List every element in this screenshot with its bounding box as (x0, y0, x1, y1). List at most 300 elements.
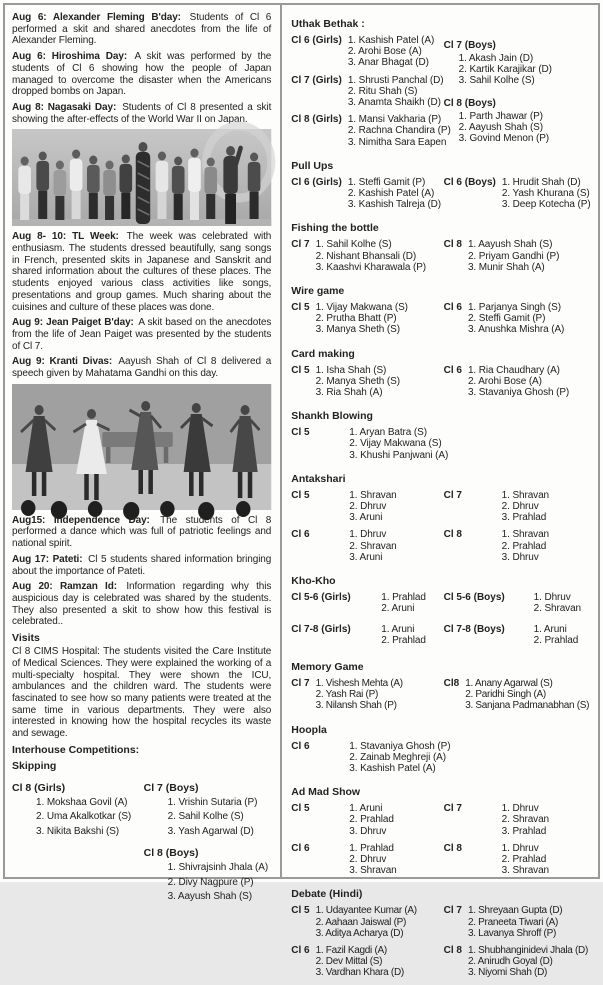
left-column (5, 5, 282, 903)
result-item: 1. Anany Agarwal (S) (465, 677, 553, 689)
result-item: 3. Shravan (501, 865, 549, 877)
event-text: Students of Cl 8 presented a skit showing the after-effects of the World War II on Japan. (12, 101, 272, 125)
result-item: 3. Khushi Panjwani (A) (349, 449, 449, 461)
result-item: 2. Dhruv (349, 501, 387, 513)
class-label: Cl 7-8 (Girls) (291, 623, 351, 635)
result-item: 1. Dhruv (501, 803, 539, 815)
result-items (502, 177, 591, 211)
event-date-lead: Aug 20: Ramzan Id: (12, 581, 117, 593)
result-item: 2. Zainab Meghreji (A) (349, 751, 446, 763)
result-item: 2. Prahlad (501, 540, 547, 552)
students-group-photo (12, 129, 271, 226)
result-item: 3. Dhruv (349, 825, 387, 837)
result-item: 1. Isha Shah (S) (315, 364, 387, 376)
section-heading: Uthak Bethak : (291, 18, 365, 30)
section-columns (291, 239, 592, 279)
result-items (316, 239, 426, 273)
result-item: 3. Anushka Mishra (A) (467, 324, 565, 336)
section-wire-game (291, 285, 592, 342)
result-items (316, 678, 403, 712)
event-date-lead: Aug 8: Nagasaki Day: (12, 101, 117, 113)
result-items (348, 177, 441, 211)
section-pull-ups (291, 160, 592, 217)
result-item: 2. Manya Sheth (S) (315, 375, 400, 387)
results-column (440, 177, 592, 217)
result-group (291, 945, 439, 979)
result-items (36, 796, 140, 840)
section-heading: Debate (Hindi) (291, 888, 363, 901)
result-item: 2. Dev Mittal (S) (315, 956, 383, 968)
event-text: Cl 5 students shared information bringing about the importance of Pateti. (12, 553, 272, 577)
result-item: 3. Deep Kotecha (P) (501, 199, 591, 211)
result-item: 2. Yash Khurana (S) (501, 188, 590, 200)
section-heading: Fishing the bottle (291, 222, 379, 235)
result-group (291, 239, 439, 273)
result-item: 3. Prahlad (501, 825, 547, 837)
result-item: 3. Sahil Kolhe (S) (458, 75, 535, 87)
result-item: 1. Parjanya Singh (S) (467, 302, 561, 314)
result-items (349, 843, 396, 877)
result-item: 2. Anirudh Goyal (D) (467, 956, 553, 968)
class-label: Cl 7-8 (Boys) (443, 623, 505, 635)
class-label: Cl 8 (443, 529, 462, 541)
result-item: 1. Aruni (349, 803, 383, 815)
result-item: 1. Steffi Gamit (P) (347, 176, 426, 188)
result-item: 2. Ritu Shah (S) (347, 85, 418, 97)
result-item: 1. Shravan (349, 489, 397, 501)
interhouse-competitions-heading: Interhouse Competitions: (12, 743, 140, 756)
result-item: 1. Aruni (381, 623, 415, 635)
page-border-frame (3, 3, 600, 979)
result-group (444, 35, 592, 87)
dance-performance-photo (12, 384, 271, 510)
event-text: The students of Cl 8 performed a dance which was full of patriotic feelings and national spirit. (12, 514, 272, 550)
result-items (349, 427, 448, 461)
class-label: Cl 8 (443, 239, 462, 251)
result-items (349, 490, 396, 524)
event-paragraph (12, 515, 271, 550)
result-item: 2. Divy Nagpure (P) (167, 876, 254, 888)
class-label: Cl 5 (291, 489, 310, 501)
skipping-results (12, 778, 271, 909)
result-group (291, 529, 439, 563)
class-label: Cl 6 (291, 740, 310, 752)
result-group (291, 114, 451, 148)
results-column (291, 427, 449, 467)
result-group (291, 678, 439, 712)
result-items (349, 741, 450, 775)
section-columns (291, 365, 592, 405)
result-item: 1. Aruni (533, 623, 567, 635)
result-item: 2. Paridhi Singh (A) (465, 689, 546, 701)
result-item: 3. Nilansh Shah (P) (315, 700, 397, 712)
result-item: 2. Shravan (501, 814, 549, 826)
result-item: 3. Sanjana Padmanabhan (S) (465, 700, 590, 712)
result-group (291, 624, 439, 646)
section-memory-game (291, 661, 592, 718)
class-label: Cl 6 (443, 302, 462, 314)
result-item: 2. Prahlad (381, 634, 426, 646)
event-text: A skit was performed by the students of Cl 6 showing how the people of Japan managed to overcome the disaster when the Americans dropped bombs on Japan. (12, 51, 272, 98)
class-label: Cl 5 (291, 905, 310, 917)
result-item: 1. Parth Jhawar (P) (458, 110, 543, 122)
results-column (291, 35, 451, 154)
class-label: Cl 5 (291, 427, 310, 439)
class-label: Cl 8 (443, 842, 462, 854)
result-item: 2. Uma Akalkotkar (S) (36, 811, 132, 823)
result-items (468, 365, 569, 399)
class-label: Cl 7 (443, 803, 462, 815)
result-item: 3. Munir Shah (A) (467, 261, 545, 273)
result-group (291, 490, 439, 524)
result-item: 1. Dhruv (349, 529, 387, 541)
class-label: Cl 5 (291, 302, 310, 314)
result-group (144, 778, 272, 840)
result-item: 1. Prahlad (381, 592, 426, 604)
result-group (144, 843, 272, 905)
right-column (282, 5, 598, 979)
result-item: 3. Aditya Acharya (D) (315, 927, 404, 939)
result-items (381, 624, 426, 646)
results-column (440, 35, 592, 154)
result-item: 3. Shravan (349, 865, 397, 877)
section-skipping (12, 760, 271, 909)
result-item: 1. Shivrajsinh Jhala (A) (167, 862, 269, 874)
results-column (440, 678, 592, 718)
results-column (291, 176, 442, 217)
class-label: Cl 7 (291, 239, 310, 251)
section-uthak-bethak (291, 18, 592, 154)
event-text: Aayush Shah of Cl 8 delivered a speech given by Mahatama Gandhi on this day. (12, 356, 272, 380)
result-item: 3. Dhruv (501, 551, 539, 563)
result-item: 2. Prahlad (533, 634, 579, 646)
event-paragraph (12, 102, 271, 125)
results-column (291, 803, 439, 882)
result-item: 1. Shravan (501, 529, 549, 541)
results-column (440, 905, 592, 984)
result-group (291, 843, 439, 877)
result-item: 1. Shubhanginidevi Jhala (D) (467, 944, 588, 956)
section-heading: Hoopla (291, 723, 327, 736)
result-item: 3. Aayush Shah (S) (167, 891, 252, 903)
results-column (440, 592, 592, 655)
section-columns (291, 177, 592, 217)
results-column (440, 803, 592, 882)
class-label: Cl 8 (Boys) (143, 847, 199, 860)
class-label: Cl 8 (443, 944, 462, 956)
section-columns (291, 803, 592, 882)
result-item: 3. Stavaniya Ghosh (P) (467, 387, 570, 399)
section-hoopla (291, 724, 592, 781)
result-item: 1. Prahlad (349, 842, 394, 854)
section-heading: Pull Ups (291, 159, 334, 172)
visits-heading: Visits (12, 632, 40, 645)
result-group (444, 302, 592, 336)
section-ad-mad-show (291, 786, 592, 882)
event-text: The week was celebrated with enthusiasm. The students dressed beautifully, sang songs in French, presented skits in Japanese and Sanskrit and shared information about the cultures of these places. The students enjoyed various class activities like songs, presentations and group games. Much sharing about the cuisines and culture of these places was done. (12, 231, 272, 313)
event-paragraph (12, 356, 271, 379)
section-heading: Antakshari (291, 472, 346, 485)
result-group (12, 778, 140, 840)
visits-paragraph (12, 646, 271, 740)
result-items (168, 861, 272, 905)
section-card-making (291, 348, 592, 405)
result-group (291, 74, 444, 109)
results-column (291, 239, 439, 279)
result-group (444, 678, 592, 712)
section-heading: Memory Game (291, 660, 364, 673)
results-column (12, 778, 140, 909)
result-group (444, 803, 592, 837)
result-items (348, 75, 444, 109)
result-item: 1. Stavaniya Ghosh (P) (349, 740, 451, 752)
result-group (444, 239, 592, 273)
class-label: Cl 6 (Girls) (291, 35, 342, 46)
result-item: 1. Fazil Kagdi (A) (315, 944, 387, 956)
result-items (534, 624, 579, 646)
result-items (459, 53, 592, 87)
result-item: 2. Priyam Gandhi (P) (467, 250, 560, 262)
result-group (444, 529, 592, 563)
result-items (316, 945, 404, 979)
event-date-lead: Aug 9: Jean Paiget B'day: (12, 317, 134, 329)
results-column (291, 302, 439, 342)
result-item: 3. Prahlad (501, 512, 547, 524)
event-date-lead: Aug 17: Pateti: (12, 553, 83, 565)
results-column (291, 678, 439, 718)
event-date-lead: Aug 6: Hiroshima Day: (12, 51, 128, 63)
section-columns (291, 427, 592, 467)
result-item: 1. Vijay Makwana (S) (315, 302, 408, 314)
result-group (444, 93, 592, 145)
result-group (291, 905, 439, 939)
result-items (534, 592, 581, 614)
result-items (459, 111, 592, 145)
class-label: Cl 8 (Girls) (291, 114, 342, 126)
class-label: Cl 7 (443, 905, 462, 917)
class-label: Cl 8 (Girls) (12, 781, 66, 794)
section-columns (291, 741, 592, 781)
result-items (468, 302, 564, 336)
section-heading: Skipping (12, 759, 57, 772)
section-kho-kho (291, 575, 592, 655)
section-antakshari (291, 473, 592, 569)
result-item: 1. Shravan (501, 489, 549, 501)
class-label: Cl 5-6 (Boys) (443, 592, 505, 604)
result-group (444, 624, 592, 646)
visits-text: The students visited the Care Institute of Medical Sciences. They were explained the working of a multi-specialty hospital. They were shown the ICU, ambulances and the children ward. The students were fascinated to see how so many patients were treated at the same time in various departments. They were also interested in knowing how the hospital recycles its waste and sewage. (12, 646, 272, 740)
class-label: Cl 6 (443, 364, 462, 376)
class-label: Cl 6 (291, 529, 310, 541)
results-column (440, 302, 592, 342)
result-item: 3. Aruni (349, 551, 383, 563)
section-columns (291, 35, 592, 154)
result-items (316, 302, 408, 336)
result-item: 1. Ria Chaudhary (A) (467, 364, 560, 376)
event-date-lead: Aug15: Independence Day: (12, 514, 150, 526)
result-item: 1. Akash Jain (D) (458, 53, 534, 64)
result-item: 3. Manya Sheth (S) (315, 324, 400, 336)
section-columns (291, 490, 592, 569)
result-item: 2. Aayush Shah (S) (458, 121, 543, 133)
section-columns (291, 302, 592, 342)
result-items (348, 114, 451, 148)
result-items (381, 592, 426, 614)
result-items (468, 239, 559, 273)
event-paragraph (12, 51, 271, 98)
result-item: 1. Sahil Kolhe (S) (315, 239, 392, 251)
result-items (502, 843, 549, 877)
result-group (444, 843, 592, 877)
section-columns (291, 678, 592, 718)
result-item: 3. Nimitha Sara Eapen (347, 136, 447, 148)
result-item: 2. Praneeta Tiwari (A) (467, 916, 559, 928)
section-debate-hindi (291, 888, 592, 984)
result-item: 1. Mokshaa Govil (A) (36, 796, 128, 808)
results-column (140, 778, 272, 909)
result-item: 1. Aryan Batra (S) (349, 427, 427, 439)
result-item: 1. Mansi Vakharia (P) (347, 114, 442, 126)
result-item: 2. Prutha Bhatt (P) (315, 313, 397, 325)
class-label: Cl 6 (Boys) (443, 176, 496, 188)
results-column (440, 490, 592, 569)
class-label: Cl 5-6 (Girls) (291, 592, 351, 604)
result-item: 3. Yash Agarwal (D) (167, 825, 254, 837)
event-date-lead: Aug 6: Alexander Fleming B'day: (12, 12, 181, 23)
result-items (502, 490, 549, 524)
result-item: 3. Vardhan Khara (D) (315, 967, 404, 979)
result-item: 3. Kaashvi Kharawala (P) (315, 261, 427, 273)
class-label: Cl 6 (Girls) (291, 176, 342, 188)
result-group (444, 490, 592, 524)
class-label: Cl 7 (443, 489, 462, 501)
result-item: 3. Anar Bhagat (D) (347, 57, 429, 69)
result-item: 2. Prahlad (349, 814, 394, 826)
result-item: 2. Yash Rai (P) (315, 689, 378, 701)
event-paragraph (12, 554, 271, 577)
section-shankh-blowing (291, 410, 592, 467)
result-item: 1. Shrusti Panchal (D) (347, 74, 444, 86)
class-label: Cl 5 (291, 803, 310, 815)
section-heading: Ad Mad Show (291, 786, 361, 799)
section-heading: Wire game (291, 285, 345, 298)
result-item: 3. Aruni (349, 512, 383, 524)
event-date-lead: Aug 9: Kranti Divas: (12, 356, 113, 368)
class-label: Cl 7 (Boys) (443, 40, 496, 51)
result-items (168, 796, 272, 840)
result-item: 2. Kartik Karajikar (D) (458, 64, 552, 76)
result-item: 3. Anamta Shaikh (D) (347, 97, 441, 109)
result-group (291, 427, 449, 461)
result-item: 3. Govind Menon (P) (458, 133, 549, 145)
results-column (291, 740, 451, 781)
result-item: 2. Arohi Bose (A) (467, 375, 542, 387)
result-items (316, 365, 400, 399)
result-items (502, 529, 549, 563)
result-item: 2. Kashish Patel (A) (347, 188, 435, 200)
result-group (291, 176, 442, 211)
result-item: 2. Sahil Kolhe (S) (167, 811, 244, 823)
result-item: 3. Ria Shah (A) (315, 387, 383, 399)
result-group (291, 35, 439, 69)
result-item: 1. Kashish Patel (A) (347, 35, 435, 46)
results-column (291, 490, 439, 569)
section-heading: Shankh Blowing (291, 410, 373, 423)
section-columns (291, 905, 592, 984)
result-group (444, 177, 592, 211)
result-item: 3. Lavanya Shroff (P) (467, 927, 556, 939)
result-group (291, 803, 439, 837)
event-paragraph (12, 12, 271, 47)
results-column (291, 365, 439, 405)
result-item: 3. Kashish Talreja (D) (347, 199, 442, 211)
results-column (291, 592, 439, 655)
result-items (468, 905, 562, 939)
event-text: Students of Cl 6 performed a skit and shared anecdotes from the life of Alexander Fleming. (12, 12, 272, 47)
result-group (291, 592, 439, 614)
result-group (444, 365, 592, 399)
result-items (316, 905, 417, 939)
result-item: 2. Steffi Gamit (P) (467, 313, 546, 325)
class-label: Cl 7 (Boys) (143, 781, 199, 794)
result-item: 2. Vijay Makwana (S) (349, 438, 442, 450)
result-item: 2. Rachna Chandira (P) (347, 125, 451, 137)
event-paragraph (12, 581, 271, 628)
results-column (440, 239, 592, 279)
result-item: 3. Niyomi Shah (D) (467, 967, 548, 979)
section-heading: Kho-Kho (291, 575, 336, 588)
results-column (440, 741, 592, 781)
result-item: 1. Aayush Shah (S) (467, 239, 553, 251)
result-group (291, 740, 451, 775)
result-item: 1. Dhruv (501, 842, 539, 854)
results-column (440, 427, 592, 467)
result-item: 1. Dhruv (533, 592, 571, 604)
result-item: 1. Hrudit Shah (D) (501, 176, 581, 188)
result-item: 2. Shravan (349, 540, 397, 552)
result-group (444, 945, 592, 979)
result-item: 2. Nishant Bhansali (D) (315, 250, 417, 262)
result-items (348, 35, 434, 69)
result-item: 1. Udayantee Kumar (A) (315, 905, 417, 917)
result-item: 2. Dhruv (349, 853, 387, 865)
class-label: Cl 8 (Boys) (443, 97, 496, 109)
event-text: Information regarding why this auspicious day is celebrated was shared by the students. They also presented a skit to show how this festival is celebrated.. (12, 581, 272, 628)
result-item: 2. Arohi Bose (A) (347, 46, 422, 58)
result-item: 1. Vrishin Sutaria (P) (167, 796, 258, 808)
section-heading: Card making (291, 347, 355, 360)
section-fishing-the-bottle (291, 222, 592, 279)
result-items (465, 678, 589, 712)
result-item: 2. Aahaan Jaiswal (P) (315, 916, 407, 928)
result-item: 3. Nikita Bakshi (S) (36, 825, 120, 837)
result-items (349, 803, 394, 837)
class-label: Cl 5 (291, 364, 310, 376)
result-group (444, 592, 592, 614)
event-paragraph (12, 317, 271, 352)
result-item: 2. Prahlad (501, 853, 547, 865)
result-group (291, 365, 439, 399)
section-columns (291, 592, 592, 655)
result-items (349, 529, 396, 563)
class-label: Cl 7 (Girls) (291, 74, 342, 86)
result-items (468, 945, 588, 979)
class-label: Cl 6 (291, 944, 310, 956)
result-item: 1. Shreyaan Gupta (D) (467, 905, 563, 917)
class-label: Cl 6 (291, 842, 310, 854)
class-label: Cl 7 (291, 677, 310, 689)
class-label: Cl8 (443, 677, 460, 689)
